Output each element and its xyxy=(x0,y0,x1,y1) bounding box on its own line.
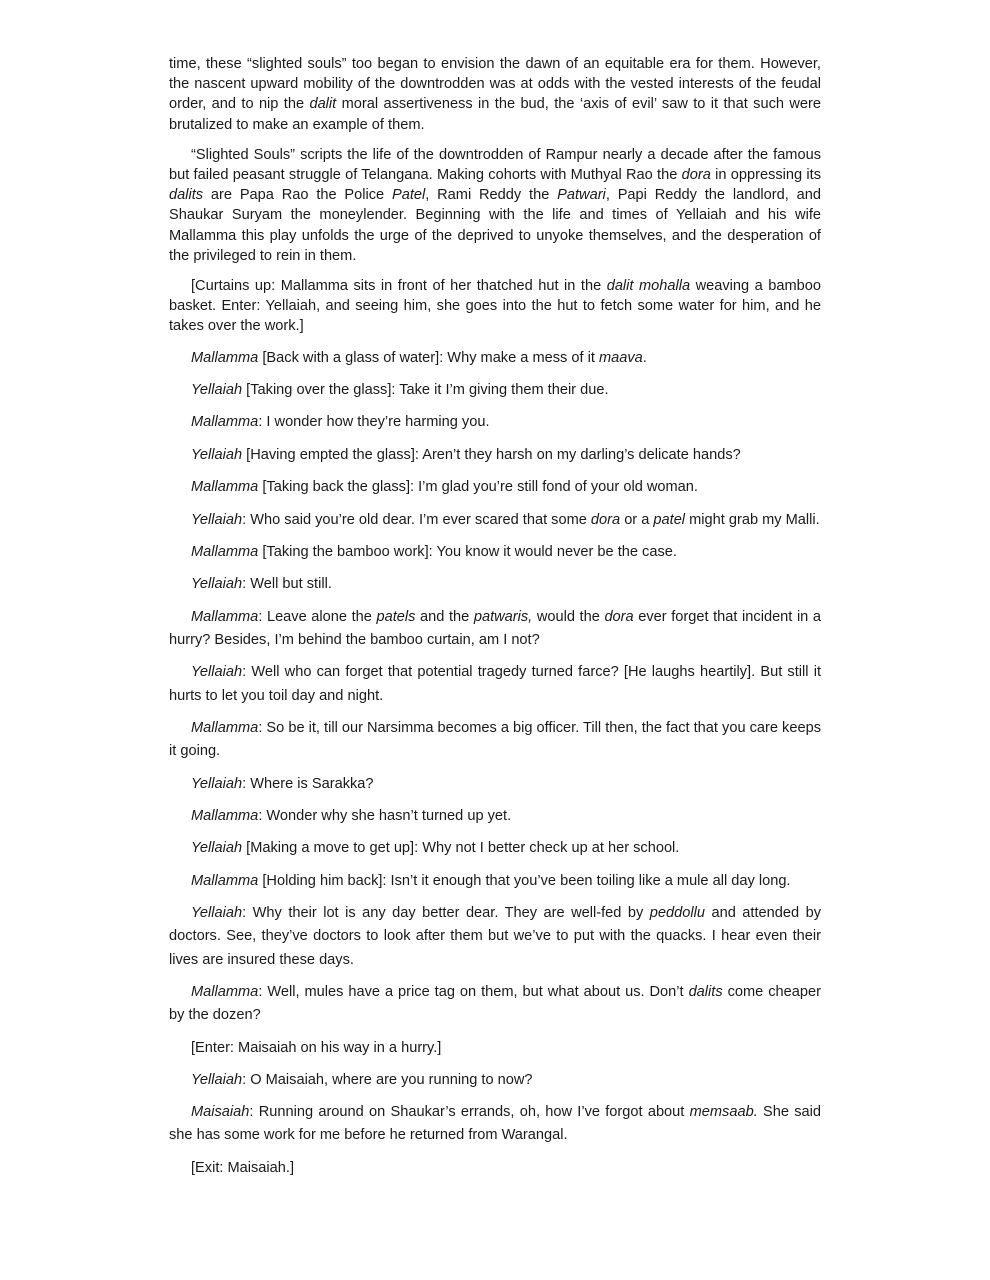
stage-direction xyxy=(169,1157,821,1180)
italic-term: Yellaiah xyxy=(191,905,243,922)
dialogue-line xyxy=(169,411,821,434)
text-run: She said she has some work for me before he returned from Warangal. xyxy=(169,1104,821,1144)
text-run: : So be it, till our Narsimma becomes a big officer. Till then, the fact that you care keeps it going. xyxy=(169,719,821,760)
text-run: [Holding him back]: Isn’t it enough that you’ve been toiling like a mule all day long. xyxy=(258,872,791,889)
text-run: time, these “slighted souls” too began to envision the dawn of an equitable era for them. However, the nascent upward mobility of the downtrodden was at odds with the vested interests of the feudal order, and to nip the xyxy=(169,56,821,113)
text-run: or a xyxy=(620,511,654,528)
italic-term: Mallamma xyxy=(191,414,259,431)
italic-term: Mallamma xyxy=(191,719,259,736)
dialogue-line xyxy=(169,573,821,596)
text-run: : Who said you’re old dear. I’m ever scared that some xyxy=(242,511,591,528)
paragraph xyxy=(169,145,821,266)
italic-term: Patel xyxy=(392,187,426,204)
text-run: [Taking back the glass]: I’m glad you’re still fond of your old woman. xyxy=(258,479,698,496)
text-run: : Running around on Shaukar’s errands, oh, how I’ve forgot about xyxy=(249,1104,690,1121)
italic-term: Yellaiah xyxy=(191,1071,243,1088)
italic-term: Mallamma xyxy=(191,349,259,366)
paragraph xyxy=(169,54,821,135)
italic-term: dora xyxy=(604,608,634,625)
italic-term: maava xyxy=(598,349,643,366)
italic-term: Yellaiah xyxy=(191,576,243,593)
text-run: “Slighted Souls” scripts the life of the downtrodden of Rampur nearly a decade after the famous but failed peasant struggle of Telangana. Making cohorts with Muthyal Rao the xyxy=(169,146,821,184)
italic-term: Yellaiah xyxy=(191,664,243,681)
dialogue-line xyxy=(169,541,821,564)
text-run: . xyxy=(642,349,647,366)
dialogue-line xyxy=(169,379,821,402)
dialogue-line xyxy=(169,902,821,972)
italic-term: Mallamma xyxy=(191,608,259,625)
text-run: : Well but still. xyxy=(242,576,332,593)
text-run: [Having empted the glass]: Aren’t they harsh on my darling’s delicate hands? xyxy=(242,446,741,463)
text-run: moral assertiveness in the bud, the ‘axis of evil’ saw to it that such were brutalized to make an example of them. xyxy=(169,96,821,133)
italic-term: Yellaiah xyxy=(191,840,243,857)
italic-term: dora xyxy=(590,511,621,528)
text-run: and the xyxy=(415,608,474,625)
italic-term: Mallamma xyxy=(191,543,259,560)
italic-term: memsaab. xyxy=(689,1104,758,1121)
text-run: ever forget that incident in a hurry? Besides, I’m behind the bamboo curtain, am I not? xyxy=(169,608,822,648)
italic-term: dalit mohalla xyxy=(606,278,691,295)
text-run: [Taking over the glass]: Take it I’m giving them their due. xyxy=(242,382,609,399)
text-run: : O Maisaiah, where are you running to now? xyxy=(242,1071,533,1088)
italic-term: Yellaiah xyxy=(191,511,243,528)
italic-term: Yellaiah xyxy=(191,446,243,463)
text-run: : Why their lot is any day better dear. They are well-fed by xyxy=(242,905,650,922)
dialogue-line xyxy=(169,1101,821,1147)
text-run: and attended by doctors. See, they’ve doctors to look after them but we’ve to put with the quacks. I hear even their lives are insured these days. xyxy=(169,905,822,968)
text-run: weaving a bamboo basket. Enter: Yellaiah, and seeing him, she goes into the hut to fetch some water for him, and he takes over the work.] xyxy=(169,278,822,335)
text-run: : Leave alone the xyxy=(258,608,377,625)
dialogue-line xyxy=(169,509,821,532)
dialogue-line xyxy=(169,837,821,860)
text-run: are Papa Rao the Police xyxy=(203,187,392,204)
italic-term: dalit xyxy=(309,96,337,113)
text-run: come cheaper by the dozen? xyxy=(169,983,821,1024)
dialogue-line xyxy=(169,717,821,763)
italic-term: Patwari xyxy=(557,187,606,204)
text-run: : Well, mules have a price tag on them, but what about us. Don’t xyxy=(258,983,689,1000)
text-run: , Rami Reddy the xyxy=(425,187,558,204)
stage-direction xyxy=(169,276,821,337)
dialogue-line xyxy=(169,606,821,652)
text-run: [Taking the bamboo work]: You know it would never be the case. xyxy=(258,543,677,560)
italic-term: dalits xyxy=(688,983,723,1000)
text-run: : Wonder why she hasn’t turned up yet. xyxy=(258,807,512,824)
dialogue-line xyxy=(169,347,821,370)
dialogue-line xyxy=(169,773,821,796)
italic-term: dora xyxy=(681,167,711,184)
dialogue-line xyxy=(169,870,821,893)
text-run: [Back with a glass of water]: Why make a mess of it xyxy=(258,349,599,366)
italic-term: Mallamma xyxy=(191,479,259,496)
text-run: : Where is Sarakka? xyxy=(242,775,374,792)
italic-term: peddollu xyxy=(649,905,705,922)
italic-term: patwaris, xyxy=(473,608,533,625)
italic-term: Yellaiah xyxy=(191,775,243,792)
dialogue-line xyxy=(169,444,821,467)
stage-direction xyxy=(169,1037,821,1060)
text-run: [Enter: Maisaiah on his way in a hurry.] xyxy=(191,1039,442,1056)
dialogue-line xyxy=(169,805,821,828)
text-run: [Curtains up: Mallamma sits in front of her thatched hut in the xyxy=(191,278,607,295)
italic-term: Mallamma xyxy=(191,872,259,889)
italic-term: patel xyxy=(653,511,686,528)
text-run: would the xyxy=(532,608,605,625)
italic-term: Mallamma xyxy=(191,983,259,1000)
dialogue-line xyxy=(169,476,821,499)
text-run: [Making a move to get up]: Why not I better check up at her school. xyxy=(242,840,680,857)
text-run: : Well who can forget that potential tragedy turned farce? [He laughs heartily]. But still it hurts to let you toil day and night. xyxy=(169,664,821,704)
text-run: : I wonder how they’re harming you. xyxy=(258,414,490,431)
italic-term: Yellaiah xyxy=(191,382,243,399)
italic-term: patels xyxy=(376,608,416,625)
italic-term: Maisaiah xyxy=(191,1104,250,1121)
italic-term: Mallamma xyxy=(191,807,259,824)
text-run: might grab my Malli. xyxy=(685,511,820,528)
dialogue-line xyxy=(169,1069,821,1092)
italic-term: dalits xyxy=(169,187,204,204)
text-run: in oppressing its xyxy=(710,167,822,184)
dialogue-line xyxy=(169,661,821,707)
dialogue-line xyxy=(169,981,821,1027)
text-run: , Papi Reddy the landlord, and Shaukar Suryam the moneylender. Beginning with the life and times of Yellaiah and his wife Mallamma this play unfolds the urge of the deprived to unyoke themselves, and the desperation of the privileged to rein in them. xyxy=(169,187,821,264)
text-run: [Exit: Maisaiah.] xyxy=(191,1159,295,1176)
